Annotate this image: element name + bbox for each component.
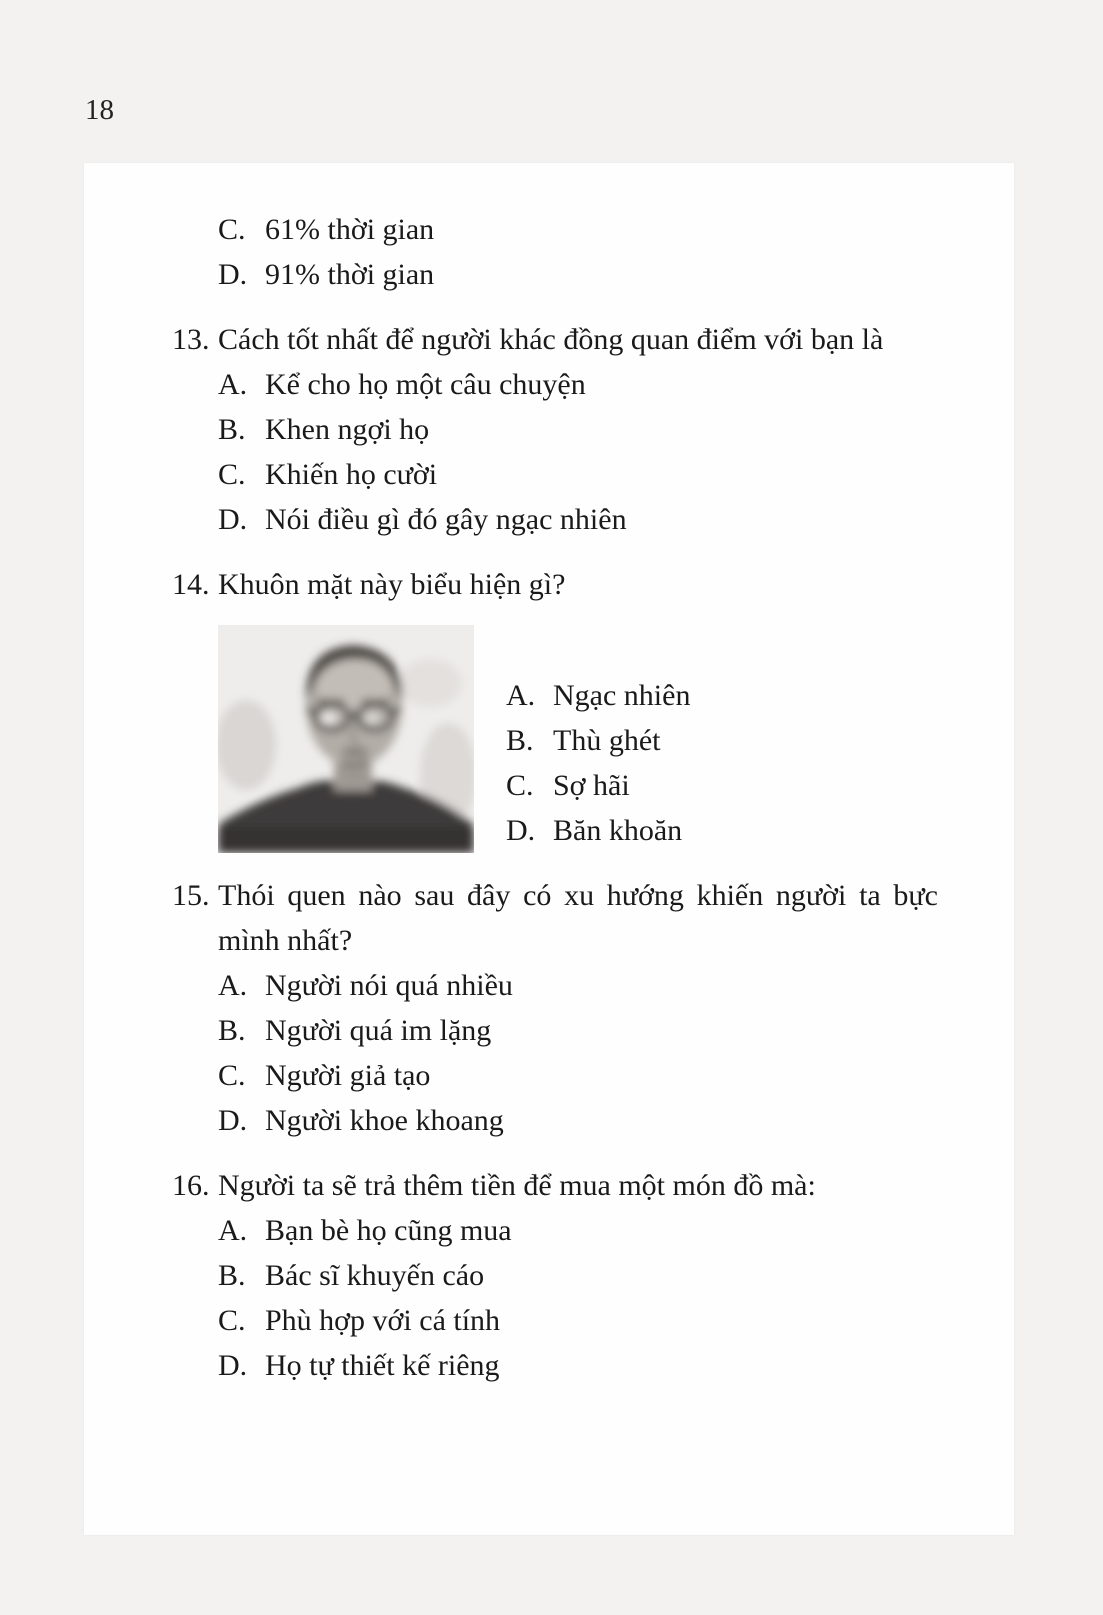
- question-options: [506, 673, 690, 853]
- option-letter: C.: [218, 1059, 246, 1092]
- question-13: [172, 317, 1014, 542]
- option-letter: D.: [506, 814, 536, 847]
- option-letter: C.: [218, 213, 246, 246]
- question-15: [172, 873, 1014, 1143]
- question-text: Người ta sẽ trả thêm tiền để mua một món đồ mà:: [218, 1169, 816, 1202]
- option-text: Phù hợp với cá tính: [265, 1304, 501, 1337]
- option-text: 91% thời gian: [265, 258, 435, 291]
- question-options: [218, 1208, 1014, 1388]
- option-text: Băn khoăn: [553, 814, 683, 847]
- question-number: 16.: [172, 1169, 210, 1202]
- option-row: [218, 1298, 1014, 1343]
- carryover-options: [218, 207, 1014, 297]
- option-text: Người giả tạo: [265, 1059, 431, 1092]
- option-text: Họ tự thiết kế riêng: [265, 1349, 500, 1382]
- option-text: Nói điều gì đó gây ngạc nhiên: [265, 503, 627, 536]
- option-letter: D.: [218, 1104, 248, 1137]
- question-number: 15.: [172, 879, 210, 912]
- option-letter: C.: [218, 458, 246, 491]
- option-text: Khiến họ cười: [265, 458, 438, 491]
- option-text: Ngạc nhiên: [553, 679, 691, 712]
- option-letter: B.: [506, 724, 534, 757]
- question-heading: [172, 562, 1014, 607]
- option-letter: C.: [506, 769, 534, 802]
- option-row: [218, 407, 1014, 452]
- option-letter: A.: [218, 1214, 248, 1247]
- option-letter: C.: [218, 1304, 246, 1337]
- question-14: [172, 562, 1014, 853]
- option-text: Sợ hãi: [553, 769, 630, 802]
- blurred-face-photo: [218, 625, 474, 853]
- option-text: Người quá im lặng: [265, 1014, 492, 1047]
- question-14-body: [172, 607, 1014, 853]
- question-heading: [172, 317, 1014, 362]
- question-number: 13.: [172, 323, 210, 356]
- option-row: [506, 763, 690, 808]
- page-content: [84, 163, 1014, 1535]
- option-row: [218, 452, 1014, 497]
- question-options: [218, 963, 1014, 1143]
- option-text: Bác sĩ khuyến cáo: [265, 1259, 485, 1292]
- option-letter: B.: [218, 1259, 246, 1292]
- question-heading: [172, 1163, 1014, 1208]
- option-letter: A.: [218, 368, 248, 401]
- option-row: [218, 1098, 1014, 1143]
- question-options: [218, 362, 1014, 542]
- option-letter: D.: [218, 1349, 248, 1382]
- option-row: [218, 362, 1014, 407]
- option-text: Bạn bè họ cũng mua: [265, 1214, 512, 1247]
- option-letter: B.: [218, 1014, 246, 1047]
- option-letter: A.: [218, 969, 248, 1002]
- question-text: Khuôn mặt này biểu hiện gì?: [218, 568, 566, 601]
- option-letter: D.: [218, 503, 248, 536]
- option-row: [218, 207, 1014, 252]
- question-text-line2: mình nhất?: [218, 924, 353, 957]
- option-row: [218, 1008, 1014, 1053]
- option-text: Khen ngợi họ: [265, 413, 430, 446]
- question-number: 14.: [172, 568, 210, 601]
- option-row: [218, 497, 1014, 542]
- option-row: [218, 252, 1014, 297]
- option-letter: A.: [506, 679, 536, 712]
- question-text: Cách tốt nhất để người khác đồng quan điểm với bạn là: [218, 323, 884, 356]
- question-text: [218, 873, 1014, 963]
- option-row: [218, 1253, 1014, 1298]
- option-row: [506, 718, 690, 763]
- option-text: Người nói quá nhiều: [265, 969, 513, 1002]
- option-row: [218, 1343, 1014, 1388]
- option-row: [218, 1208, 1014, 1253]
- option-text: 61% thời gian: [265, 213, 435, 246]
- question-16: [172, 1163, 1014, 1388]
- option-letter: B.: [218, 413, 246, 446]
- page-number: 18: [85, 94, 114, 126]
- option-row: [218, 1053, 1014, 1098]
- option-text: Kể cho họ một câu chuyện: [265, 368, 586, 401]
- option-row: [506, 808, 690, 853]
- option-row: [506, 673, 690, 718]
- question-text-line1: Thói quen nào sau đây có xu hướng khiến người ta bực: [218, 879, 938, 912]
- option-text: Người khoe khoang: [265, 1104, 504, 1137]
- option-letter: D.: [218, 258, 248, 291]
- option-text: Thù ghét: [553, 724, 661, 757]
- question-heading: [172, 873, 1014, 963]
- option-row: [218, 963, 1014, 1008]
